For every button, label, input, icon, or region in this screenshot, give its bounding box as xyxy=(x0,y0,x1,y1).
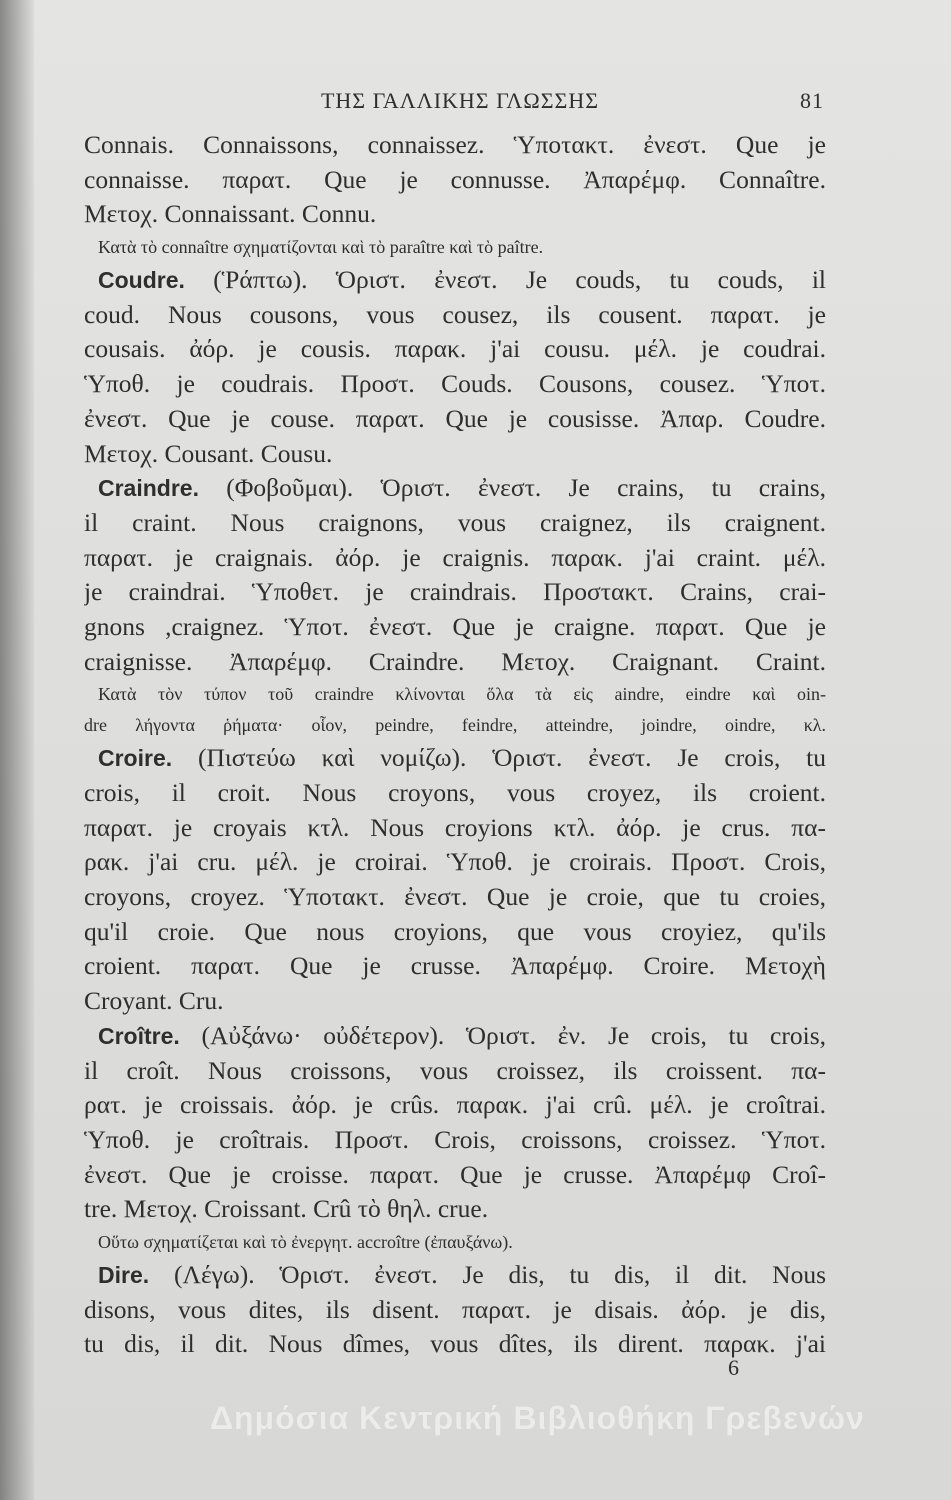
page-header xyxy=(96,88,824,118)
headword: Croire. xyxy=(98,745,173,772)
signature-mark: 6 xyxy=(728,1355,739,1380)
text-line: crois, il croit. Nous croyons, vous croyez, ils croient. xyxy=(84,778,826,807)
entry-croitre: Croître. (Αὐξάνω· οὐδέτερον). Ὁριστ. ἐν. Je crois, tu crois, xyxy=(98,1020,826,1050)
note-line: Οὕτω σχηματίζεται καὶ τὸ ἐνεργητ. accroître (ἐπαυξάνω). xyxy=(98,1231,513,1252)
text-line: gnons ,craignez. Ὑποτ. ἐνεστ. Que je craigne. παρατ. Que je xyxy=(84,611,826,641)
entry-coudre: Coudre. (Ῥάπτω). Ὁριστ. ἐνεστ. Je couds, tu couds, il xyxy=(98,265,826,295)
note-line: Κατὰ τὸν τύπον τοῦ craindre κλίνονται ὅλα τὰ εἰς aindre, eindre καὶ oin- xyxy=(98,684,826,705)
text-line: ἐνεστ. Que je couse. παρατ. Que je cousisse. Ἀπαρ. Coudre. xyxy=(84,403,826,433)
text-line: il croît. Nous croissons, vous croissez, ils croissent. πα- xyxy=(84,1055,826,1085)
headword: Croître. xyxy=(98,1022,180,1049)
text-line: croient. παρατ. Que je crusse. Ἀπαρέμφ. Croire. Μετοχὴ xyxy=(84,951,826,981)
text-line: Μετοχ. Cousant. Cousu. xyxy=(84,438,333,468)
note-line: Κατὰ τὸ connaître σχηματίζονται καὶ τὸ paraître καὶ τὸ paître. xyxy=(98,237,544,258)
page-number: 81 xyxy=(800,88,824,113)
entry-croire: Croire. (Πιστεύω καὶ νομίζω). Ὁριστ. ἐνεστ. Je crois, tu xyxy=(98,743,826,773)
running-title: ΤΗΣ ΓΑΛΛΙΚΗΣ ΓΛΩΣΣΗΣ xyxy=(320,88,600,113)
text-line: Ὑποθ. je croîtrais. Προστ. Crois, croissons, croissez. Ὑποτ. xyxy=(84,1124,826,1154)
text-line: tre. Μετοχ. Croissant. Crû τὸ θηλ. crue. xyxy=(84,1194,489,1224)
text-line: ρακ. j'ai cru. μέλ. je croirai. Ὑποθ. je croirais. Προστ. Crois, xyxy=(84,847,826,877)
text-line: Croyant. Cru. xyxy=(84,986,224,1016)
page-body xyxy=(84,128,826,1362)
text-line: παρατ. je croyais κτλ. Nous croyions κτλ. ἀόρ. je crus. πα- xyxy=(84,812,826,842)
text-line: je craindrai. Ὑποθετ. je craindrais. Προστακτ. Crains, crai- xyxy=(84,577,826,607)
entry-dire: Dire. (Λέγω). Ὁριστ. ἐνεστ. Je dis, tu dis, il dit. Nous xyxy=(98,1259,826,1289)
entry-craindre: Craindre. (Φοβοῦμαι). Ὁριστ. ἐνεστ. Je crains, tu crains, xyxy=(98,473,826,503)
text-line: connaisse. παρατ. Que je connusse. Ἀπαρέμφ. Connaître. xyxy=(84,164,826,194)
headword: Coudre. xyxy=(98,267,185,294)
text-line: παρατ. je craignais. ἀόρ. je craignis. παρακ. j'ai craint. μέλ. xyxy=(84,542,826,572)
text-line: cousais. ἀόρ. je cousis. παρακ. j'ai cousu. μέλ. je coudrai. xyxy=(84,334,826,364)
text-line: ἐνεστ. Que je croisse. παρατ. Que je crusse. Ἀπαρέμφ Croî- xyxy=(84,1159,826,1189)
text-line: coud. Nous cousons, vous cousez, ils cousent. παρατ. je xyxy=(84,299,826,329)
text-line: ρατ. je croissais. ἀόρ. je crûs. παρακ. j'ai crû. μέλ. je croîtrai. xyxy=(84,1090,826,1120)
text-line: tu dis, il dit. Nous dîmes, vous dîtes, ils dirent. παρακ. j'ai xyxy=(84,1329,826,1359)
text-line: disons, vous dites, ils disent. παρατ. je disais. ἀόρ. je dis, xyxy=(84,1294,826,1324)
library-watermark: Δημόσια Κεντρική Βιβλιοθήκη Γρεβενών xyxy=(210,1400,865,1436)
headword: Dire. xyxy=(98,1261,150,1288)
text-line: Ὑποθ. je coudrais. Προστ. Couds. Cousons, cousez. Ὑποτ. xyxy=(84,369,826,399)
text-line: Connais. Connaissons, connaissez. Ὑποτακτ. ἐνεστ. Que je xyxy=(84,130,826,159)
note-line: dre λήγοντα ῥήματα· οἷον, peindre, feindre, atteindre, joindre, oindre, κλ. xyxy=(84,715,826,736)
headword: Craindre. xyxy=(98,475,199,502)
text-line: il craint. Nous craignons, vous craignez, ils craignent. xyxy=(84,507,826,537)
text-line: croyons, croyez. Ὑποτακτ. ἐνεστ. Que je croie, que tu croies, xyxy=(84,882,826,912)
text-line: qu'il croie. Que nous croyions, que vous croyiez, qu'ils xyxy=(84,916,826,946)
text-line: Μετοχ. Connaissant. Connu. xyxy=(84,199,377,229)
text-line: craignisse. Ἀπαρέμφ. Craindre. Μετοχ. Craignant. Craint. xyxy=(84,646,826,676)
